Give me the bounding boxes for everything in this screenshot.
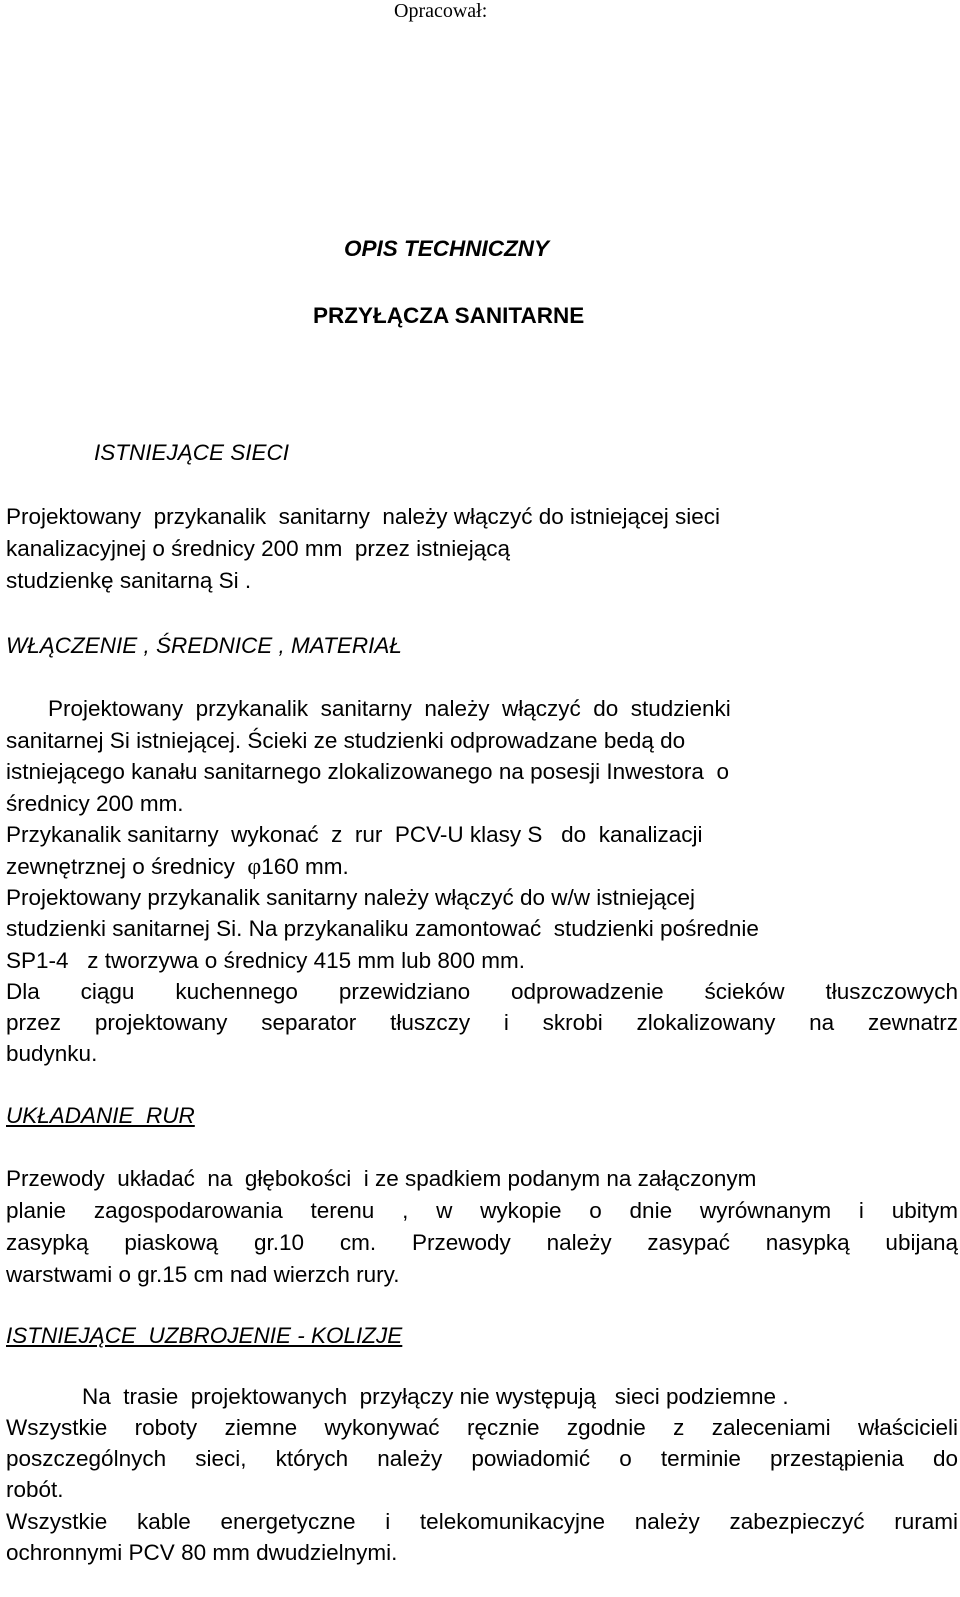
connection-line: SP1-4 z tworzywa o średnicy 415 mm lub 800 mm. xyxy=(6,948,525,973)
pipe-laying-line: Przewody układać na głębokości i ze spadkiem podanym na załączonym xyxy=(6,1166,757,1191)
pipe-laying-line: planie zagospodarowania terenu , w wykopie o dnie wyrównanym i ubitym xyxy=(6,1198,958,1223)
pipe-laying-line: zasypką piaskową gr.10 cm. Przewody należy zasypać nasypką ubijaną xyxy=(6,1230,958,1255)
existing-networks-line: kanalizacyjnej o średnicy 200 mm przez istniejącą xyxy=(6,536,510,561)
document-title: OPIS TECHNICZNY xyxy=(344,236,550,261)
phi-symbol: φ xyxy=(247,854,262,880)
collisions-line: poszczególnych sieci, których należy powiadomić o terminie przestąpienia do xyxy=(6,1446,958,1471)
collisions-line: Na trasie projektowanych przyłączy nie występują sieci podziemne . xyxy=(82,1384,789,1409)
connection-line: istniejącego kanału sanitarnego zlokalizowanego na posesji Inwestora o xyxy=(6,759,729,784)
connection-line-part: zewnętrznej o średnicy xyxy=(6,854,248,879)
section-heading-pipe-laying: UKŁADANIE RUR xyxy=(6,1103,195,1128)
prepared-by-label: Opracował: xyxy=(394,0,488,22)
collisions-line: ochronnymi PCV 80 mm dwudzielnymi. xyxy=(6,1540,398,1565)
connection-line: Projektowany przykanalik sanitarny należy włączyć do w/w istniejącej xyxy=(6,885,696,910)
collisions-line: Wszystkie kable energetyczne i telekomunikacyjne należy zabezpieczyć rurami xyxy=(6,1509,958,1534)
connection-line: Projektowany przykanalik sanitarny należy włączyć do studzienki xyxy=(48,696,731,721)
collisions-line: robót. xyxy=(6,1477,64,1502)
section-heading-existing-networks: ISTNIEJĄCE SIECI xyxy=(94,440,290,465)
connection-line: średnicy 200 mm. xyxy=(6,791,184,816)
connection-diameter-line xyxy=(6,852,349,882)
connection-line: Dla ciągu kuchennego przewidziano odprowadzenie ścieków tłuszczowych xyxy=(6,979,958,1004)
connection-line: przez projektowany separator tłuszczy i skrobi zlokalizowany na zewnatrz xyxy=(6,1010,958,1035)
existing-networks-line: Projektowany przykanalik sanitarny należy włączyć do istniejącej sieci xyxy=(6,504,721,529)
document-subtitle: PRZYŁĄCZA SANITARNE xyxy=(313,303,585,328)
section-heading-connection: WŁĄCZENIE , ŚREDNICE , MATERIAŁ xyxy=(6,633,402,658)
pipe-laying-line: warstwami o gr.15 cm nad wierzch rury. xyxy=(6,1262,400,1287)
connection-line: sanitarnej Si istniejącej. Ścieki ze studzienki odprowadzane bedą do xyxy=(6,728,686,753)
connection-line: studzienki sanitarnej Si. Na przykanaliku zamontować studzienki pośrednie xyxy=(6,916,759,941)
connection-line: budynku. xyxy=(6,1041,98,1066)
connection-line-part: 160 mm. xyxy=(261,854,349,879)
connection-line: Przykanalik sanitarny wykonać z rur PCV-U klasy S do kanalizacji xyxy=(6,822,703,847)
collisions-line: Wszystkie roboty ziemne wykonywać ręcznie zgodnie z zaleceniami właścicieli xyxy=(6,1415,958,1440)
existing-networks-line: studzienkę sanitarną Si . xyxy=(6,568,252,593)
section-heading-collisions: ISTNIEJĄCE UZBROJENIE - KOLIZJE xyxy=(6,1323,403,1348)
